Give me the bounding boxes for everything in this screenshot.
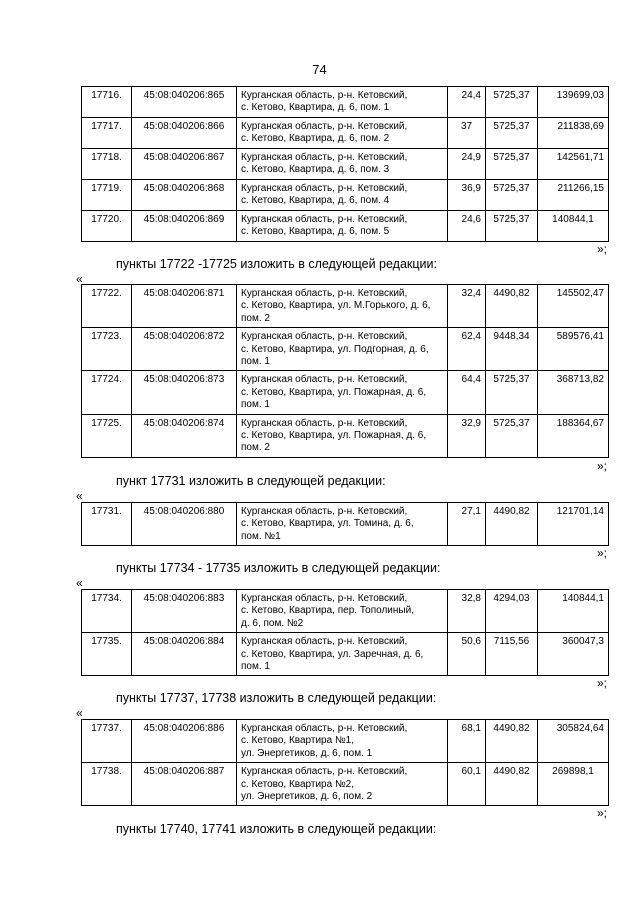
address (237, 87, 448, 118)
instruction-text: пункты 17734 - 17735 изложить в следующей редакции: (116, 561, 441, 575)
cadastral-number: 45:08:040206:865 (132, 87, 237, 118)
opening-quote: « (76, 706, 83, 720)
area: 32,9 (448, 414, 486, 457)
table-row (82, 328, 609, 371)
table-row (82, 720, 609, 763)
rate: 5725,37 (486, 180, 538, 211)
rate: 4294,03 (486, 590, 538, 633)
cadastral-value: 360047,3 (538, 633, 609, 676)
area: 32,4 (448, 285, 486, 328)
address-line: с. Кетово, Квартира, ул. Пожарная, д. 6, (241, 430, 427, 442)
rate: 4490,82 (486, 285, 538, 328)
address-line: пом. 1 (241, 661, 270, 673)
area: 37 (448, 118, 486, 149)
cadastral-value: 305824,64 (538, 720, 609, 763)
address (237, 371, 448, 414)
property-table (81, 284, 609, 458)
rate: 7115,56 (486, 633, 538, 676)
table-row (82, 633, 609, 676)
area: 60,1 (448, 763, 486, 806)
address-line: Курганская область, р-н. Кетовский, (241, 288, 408, 299)
rate: 4490,82 (486, 503, 538, 546)
address-line: с. Кетово, Квартира, ул. Томина, д. 6, (241, 518, 414, 530)
address-line: Курганская область, р-н. Кетовский, (241, 723, 408, 734)
row-number: 17737. (82, 720, 132, 763)
rate: 5725,37 (486, 414, 538, 457)
row-number: 17725. (82, 414, 132, 457)
address (237, 180, 448, 211)
address-line: Курганская область, р-н. Кетовский, (241, 766, 408, 778)
closing-quote: »; (596, 459, 607, 473)
area: 50,6 (448, 633, 486, 676)
opening-quote: « (76, 576, 83, 590)
address-line: с. Кетово, Квартира, д. 6, пом. 3 (241, 164, 390, 176)
address-line: ул. Энергетиков, д. 6, пом. 1 (241, 747, 373, 759)
closing-quote: »; (596, 806, 607, 820)
address-line: пом. 1 (241, 399, 270, 411)
area: 68,1 (448, 720, 486, 763)
cadastral-value: 589576,41 (538, 328, 609, 371)
cadastral-number: 45:08:040206:873 (132, 371, 237, 414)
address-line: Курганская область, р-н. Кетовский, (241, 331, 408, 343)
property-table (81, 86, 609, 242)
address-line: пом. 2 (241, 442, 270, 454)
address-line: Курганская область, р-н. Кетовский, (241, 636, 408, 648)
table-row (82, 590, 609, 633)
address-line: с. Кетово, Квартира №2, (241, 778, 355, 790)
address (237, 328, 448, 371)
address (237, 763, 448, 806)
address-line: ул. Энергетиков, д. 6, пом. 2 (241, 791, 373, 803)
address (237, 720, 448, 763)
rate: 4490,82 (486, 763, 538, 806)
address-line: Курганская область, р-н. Кетовский, (241, 214, 408, 225)
table-row (82, 180, 609, 211)
cadastral-number: 45:08:040206:883 (132, 590, 237, 633)
cadastral-number: 45:08:040206:886 (132, 720, 237, 763)
rate: 5725,37 (486, 87, 538, 118)
area: 24,6 (448, 211, 486, 242)
address-line: Курганская область, р-н. Кетовский, (241, 90, 408, 101)
address-line: Курганская область, р-н. Кетовский, (241, 152, 408, 163)
opening-quote: « (76, 489, 83, 503)
page-number: 74 (312, 62, 327, 77)
area: 32,8 (448, 590, 486, 633)
table-row (82, 87, 609, 118)
rate: 9448,34 (486, 328, 538, 371)
address-line: с. Кетово, Квартира, пер. Тополиный, (241, 605, 414, 617)
row-number: 17716. (82, 87, 132, 118)
address-line: с. Кетово, Квартира, ул. Пожарная, д. 6, (241, 386, 427, 398)
cadastral-number: 45:08:040206:874 (132, 414, 237, 457)
instruction-text: пункт 17731 изложить в следующей редакции: (116, 474, 386, 488)
address-line: Курганская область, р-н. Кетовский, (241, 374, 408, 386)
area: 24,4 (448, 87, 486, 118)
cadastral-number: 45:08:040206:867 (132, 149, 237, 180)
cadastral-value: 368713,82 (538, 371, 609, 414)
cadastral-value: 188364,67 (538, 414, 609, 457)
instruction-text: пункты 17737, 17738 изложить в следующей редакции: (116, 691, 437, 705)
address-line: с. Кетово, Квартира №1, (241, 735, 355, 747)
rate: 5725,37 (486, 211, 538, 242)
row-number: 17723. (82, 328, 132, 371)
row-number: 17735. (82, 633, 132, 676)
row-number: 17719. (82, 180, 132, 211)
row-number: 17724. (82, 371, 132, 414)
closing-quote: »; (596, 546, 607, 560)
address (237, 590, 448, 633)
cadastral-value: 145502,47 (538, 285, 609, 328)
address-line: с. Кетово, Квартира, ул. М.Горького, д. 6, (241, 300, 431, 312)
rate: 4490,82 (486, 720, 538, 763)
cadastral-number: 45:08:040206:884 (132, 633, 237, 676)
address-line: Курганская область, р-н. Кетовский, (241, 121, 408, 132)
row-number: 17731. (82, 503, 132, 546)
cadastral-number: 45:08:040206:868 (132, 180, 237, 211)
address (237, 633, 448, 676)
address-line: пом. 1 (241, 356, 270, 368)
instruction-text: пункты 17740, 17741 изложить в следующей редакции: (116, 822, 437, 836)
property-table (81, 719, 609, 806)
address-line: пом. 2 (241, 312, 270, 324)
address (237, 414, 448, 457)
instruction-text: пункты 17722 -17725 изложить в следующей редакции: (116, 257, 437, 271)
address (237, 211, 448, 242)
address-line: с. Кетово, Квартира, д. 6, пом. 5 (241, 226, 390, 238)
rate: 5725,37 (486, 118, 538, 149)
address-line: Курганская область, р-н. Кетовский, (241, 506, 408, 517)
table-row (82, 285, 609, 328)
opening-quote: « (76, 272, 83, 286)
address-line: Курганская область, р-н. Кетовский, (241, 183, 408, 194)
address-line: с. Кетово, Квартира, д. 6, пом. 1 (241, 102, 390, 114)
address-line: Курганская область, р-н. Кетовский, (241, 593, 408, 604)
address-line: с. Кетово, Квартира, ул. Подгорная, д. 6, (241, 343, 429, 355)
table-row (82, 118, 609, 149)
address (237, 503, 448, 546)
address-line: Курганская область, р-н. Кетовский, (241, 417, 408, 429)
table-row (82, 503, 609, 546)
rate: 5725,37 (486, 149, 538, 180)
address (237, 285, 448, 328)
property-table (81, 589, 609, 676)
table-row (82, 371, 609, 414)
cadastral-value: 139699,03 (538, 87, 609, 118)
row-number: 17720. (82, 211, 132, 242)
cadastral-value: 121701,14 (538, 503, 609, 546)
cadastral-number: 45:08:040206:871 (132, 285, 237, 328)
area: 27,1 (448, 503, 486, 546)
address-line: пом. №1 (241, 530, 281, 542)
row-number: 17734. (82, 590, 132, 633)
row-number: 17722. (82, 285, 132, 328)
cadastral-number: 45:08:040206:880 (132, 503, 237, 546)
cadastral-value: 211838,69 (538, 118, 609, 149)
table-row (82, 763, 609, 806)
property-table (81, 502, 609, 546)
cadastral-value: 140844,1 (538, 211, 609, 242)
cadastral-number: 45:08:040206:866 (132, 118, 237, 149)
area: 24,9 (448, 149, 486, 180)
row-number: 17738. (82, 763, 132, 806)
address-line: с. Кетово, Квартира, д. 6, пом. 4 (241, 195, 390, 207)
address-line: с. Кетово, Квартира, ул. Заречная, д. 6, (241, 648, 424, 660)
table-row (82, 149, 609, 180)
area: 36,9 (448, 180, 486, 211)
cadastral-value: 142561,71 (538, 149, 609, 180)
table-row (82, 414, 609, 457)
address (237, 149, 448, 180)
cadastral-number: 45:08:040206:887 (132, 763, 237, 806)
cadastral-value: 140844,1 (538, 590, 609, 633)
area: 64,4 (448, 371, 486, 414)
address-line: д. 6, пом. №2 (241, 617, 304, 629)
cadastral-value: 211266,15 (538, 180, 609, 211)
row-number: 17718. (82, 149, 132, 180)
closing-quote: »; (596, 676, 607, 690)
cadastral-number: 45:08:040206:872 (132, 328, 237, 371)
address (237, 118, 448, 149)
address-line: с. Кетово, Квартира, д. 6, пом. 2 (241, 133, 390, 145)
area: 62,4 (448, 328, 486, 371)
closing-quote: »; (596, 242, 607, 256)
row-number: 17717. (82, 118, 132, 149)
rate: 5725,37 (486, 371, 538, 414)
cadastral-number: 45:08:040206:869 (132, 211, 237, 242)
table-row (82, 211, 609, 242)
cadastral-value: 269898,1 (538, 763, 609, 806)
